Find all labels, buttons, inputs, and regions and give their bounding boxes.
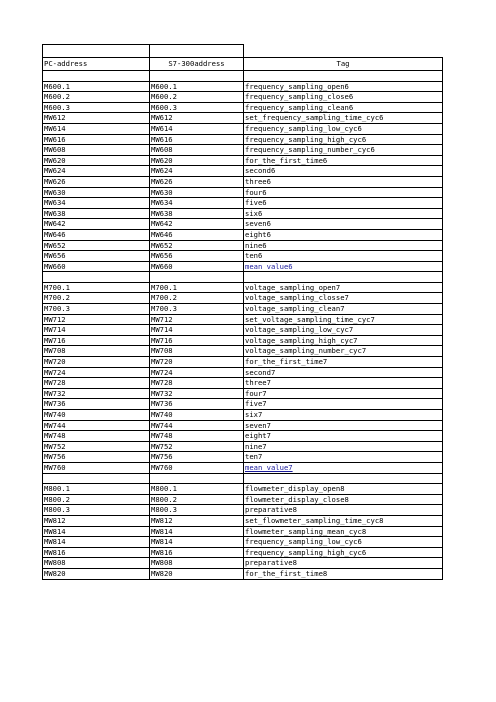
separator-cell (150, 71, 244, 82)
pc-address-cell: MW616 (43, 134, 150, 145)
pc-address-cell: MW756 (43, 452, 150, 463)
table-row (43, 388, 443, 399)
blank-cell (244, 45, 443, 58)
pc-address-cell: MW812 (43, 515, 150, 526)
tag-cell: for_the_first_time8 (244, 568, 443, 579)
table-row (43, 251, 443, 262)
pc-address-cell: MW748 (43, 431, 150, 442)
pc-address-cell: MW656 (43, 251, 150, 262)
tag-cell: second6 (244, 166, 443, 177)
table-row (43, 92, 443, 103)
s7-address-cell: MW630 (150, 187, 244, 198)
s7-address-cell: MW808 (150, 558, 244, 569)
tag-cell: frequency_sampling_high_cyc6 (244, 547, 443, 558)
separator-cell (244, 71, 443, 82)
table-row (43, 537, 443, 548)
address-table (42, 44, 443, 580)
tag-cell: five7 (244, 399, 443, 410)
table-row (43, 219, 443, 230)
pc-address-cell: MW814 (43, 537, 150, 548)
pc-address-cell: MW642 (43, 219, 150, 230)
tag-cell: eight6 (244, 229, 443, 240)
s7-address-cell: MW812 (150, 515, 244, 526)
s7-address-cell: M700.3 (150, 304, 244, 315)
table-row (43, 304, 443, 315)
group-separator-row (43, 71, 443, 82)
s7-address-cell: MW744 (150, 420, 244, 431)
table-row (43, 441, 443, 452)
pc-address-cell: M800.2 (43, 494, 150, 505)
table-row (43, 558, 443, 569)
s7-address-cell: MW728 (150, 378, 244, 389)
tag-cell: frequency_sampling_number_cyc6 (244, 145, 443, 156)
table-row (43, 282, 443, 293)
tag-cell: preparative8 (244, 558, 443, 569)
tag-cell: mean value7 (244, 462, 443, 473)
tag-cell: set_frequency_sampling_time_cyc6 (244, 113, 443, 124)
tag-cell: ten7 (244, 452, 443, 463)
pc-address-cell: MW760 (43, 462, 150, 473)
header-row (43, 58, 443, 71)
tag-cell: frequency_sampling_close6 (244, 92, 443, 103)
s7-address-cell: MW660 (150, 261, 244, 272)
separator-cell (150, 272, 244, 283)
tag-cell: flowmeter_display_close8 (244, 494, 443, 505)
tag-cell: five6 (244, 198, 443, 209)
separator-cell (43, 272, 150, 283)
tag-cell: frequency_sampling_clean6 (244, 102, 443, 113)
s7-address-cell: MW820 (150, 568, 244, 579)
tag-cell: for_the_first_time7 (244, 357, 443, 368)
s7-address-cell: MW714 (150, 325, 244, 336)
tag-cell: frequency_sampling_low_cyc6 (244, 123, 443, 134)
pc-address-cell: MW626 (43, 176, 150, 187)
tag-cell: six7 (244, 410, 443, 421)
tag-cell: voltage_sampling_low_cyc7 (244, 325, 443, 336)
tag-cell: preparative8 (244, 505, 443, 516)
pc-address-cell: MW620 (43, 155, 150, 166)
pc-address-cell: MW624 (43, 166, 150, 177)
s7-address-cell: MW748 (150, 431, 244, 442)
header-pc-address: PC-address (43, 58, 150, 71)
s7-address-cell: MW720 (150, 357, 244, 368)
s7-address-cell: MW638 (150, 208, 244, 219)
pc-address-cell: MW816 (43, 547, 150, 558)
tag-cell: flowmeter_sampling_mean_cyc8 (244, 526, 443, 537)
table-row (43, 367, 443, 378)
table-row (43, 187, 443, 198)
pc-address-cell: M800.3 (43, 505, 150, 516)
s7-address-cell: MW814 (150, 526, 244, 537)
pc-address-cell: MW744 (43, 420, 150, 431)
pc-address-cell: MW740 (43, 410, 150, 421)
separator-cell (244, 473, 443, 484)
table-row (43, 346, 443, 357)
table-row (43, 452, 443, 463)
table-row (43, 420, 443, 431)
tag-cell: for_the_first_time6 (244, 155, 443, 166)
table-row (43, 399, 443, 410)
tag-cell: set_voltage_sampling_time_cyc7 (244, 314, 443, 325)
pc-address-cell: M700.1 (43, 282, 150, 293)
s7-address-cell: MW624 (150, 166, 244, 177)
pc-address-cell: MW814 (43, 526, 150, 537)
tag-cell: four6 (244, 187, 443, 198)
separator-cell (43, 473, 150, 484)
table-row (43, 293, 443, 304)
pc-address-cell: MW720 (43, 357, 150, 368)
separator-cell (43, 71, 150, 82)
table-row (43, 166, 443, 177)
s7-address-cell: MW616 (150, 134, 244, 145)
tag-cell: voltage_sampling_number_cyc7 (244, 346, 443, 357)
tag-cell: nine7 (244, 441, 443, 452)
pc-address-cell: MW728 (43, 378, 150, 389)
s7-address-cell: MW608 (150, 145, 244, 156)
table-row (43, 261, 443, 272)
tag-cell: three7 (244, 378, 443, 389)
tag-cell: ten6 (244, 251, 443, 262)
tag-cell: voltage_sampling_high_cyc7 (244, 335, 443, 346)
s7-address-cell: MW712 (150, 314, 244, 325)
table-row (43, 208, 443, 219)
s7-address-cell: MW612 (150, 113, 244, 124)
tag-cell: frequency_sampling_high_cyc6 (244, 134, 443, 145)
pc-address-cell: MW614 (43, 123, 150, 134)
header-tag: Tag (244, 58, 443, 71)
pc-address-cell: MW634 (43, 198, 150, 209)
s7-address-cell: MW656 (150, 251, 244, 262)
table-row (43, 113, 443, 124)
tag-cell: seven7 (244, 420, 443, 431)
pc-address-cell: MW714 (43, 325, 150, 336)
tag-cell: voltage_sampling_clean7 (244, 304, 443, 315)
separator-cell (244, 272, 443, 283)
table-row (43, 240, 443, 251)
table-row (43, 494, 443, 505)
table-row (43, 314, 443, 325)
table-row (43, 325, 443, 336)
s7-address-cell: MW634 (150, 198, 244, 209)
pc-address-cell: MW724 (43, 367, 150, 378)
pc-address-cell: MW630 (43, 187, 150, 198)
pc-address-cell: MW820 (43, 568, 150, 579)
table-row (43, 123, 443, 134)
table-row (43, 198, 443, 209)
pc-address-cell: M600.1 (43, 81, 150, 92)
pc-address-cell: MW752 (43, 441, 150, 452)
table-row (43, 410, 443, 421)
s7-address-cell: MW620 (150, 155, 244, 166)
tag-cell: voltage_sampling_closse7 (244, 293, 443, 304)
pc-address-cell: MW732 (43, 388, 150, 399)
s7-address-cell: MW814 (150, 537, 244, 548)
tag-cell: frequency_sampling_open6 (244, 81, 443, 92)
tag-cell: three6 (244, 176, 443, 187)
s7-address-cell: M700.1 (150, 282, 244, 293)
header-s7-address: S7-300address (150, 58, 244, 71)
table-row (43, 505, 443, 516)
table-row (43, 526, 443, 537)
table-row (43, 155, 443, 166)
tag-cell: flowmeter_display_open8 (244, 484, 443, 495)
s7-address-cell: M600.1 (150, 81, 244, 92)
group-separator-row (43, 473, 443, 484)
s7-address-cell: MW652 (150, 240, 244, 251)
tag-cell: four7 (244, 388, 443, 399)
tag-cell: eight7 (244, 431, 443, 442)
table-row (43, 431, 443, 442)
group-separator-row (43, 272, 443, 283)
s7-address-cell: M700.2 (150, 293, 244, 304)
pc-address-cell: MW712 (43, 314, 150, 325)
address-table-body (43, 45, 443, 580)
s7-address-cell: M800.2 (150, 494, 244, 505)
s7-address-cell: MW626 (150, 176, 244, 187)
table-row (43, 145, 443, 156)
s7-address-cell: MW736 (150, 399, 244, 410)
s7-address-cell: MW614 (150, 123, 244, 134)
table-row (43, 134, 443, 145)
s7-address-cell: MW816 (150, 547, 244, 558)
tag-cell: voltage_sampling_open7 (244, 282, 443, 293)
pc-address-cell: M600.2 (43, 92, 150, 103)
blank-cell (150, 45, 244, 58)
tag-cell: set_flowmeter_sampling_time_cyc8 (244, 515, 443, 526)
blank-cell (43, 45, 150, 58)
pc-address-cell: MW612 (43, 113, 150, 124)
table-row (43, 484, 443, 495)
tag-cell: seven6 (244, 219, 443, 230)
s7-address-cell: MW756 (150, 452, 244, 463)
pc-address-cell: MW652 (43, 240, 150, 251)
table-row (43, 462, 443, 473)
s7-address-cell: MW716 (150, 335, 244, 346)
s7-address-cell: M800.1 (150, 484, 244, 495)
s7-address-cell: MW708 (150, 346, 244, 357)
pc-address-cell: MW638 (43, 208, 150, 219)
table-row (43, 81, 443, 92)
s7-address-cell: MW724 (150, 367, 244, 378)
table-row (43, 176, 443, 187)
blank-row (43, 45, 443, 58)
tag-cell: second7 (244, 367, 443, 378)
pc-address-cell: MW736 (43, 399, 150, 410)
table-row (43, 229, 443, 240)
s7-address-cell: MW732 (150, 388, 244, 399)
pc-address-cell: M700.2 (43, 293, 150, 304)
pc-address-cell: MW716 (43, 335, 150, 346)
tag-cell: nine6 (244, 240, 443, 251)
pc-address-cell: MW660 (43, 261, 150, 272)
s7-address-cell: MW642 (150, 219, 244, 230)
s7-address-cell: MW760 (150, 462, 244, 473)
table-row (43, 547, 443, 558)
s7-address-cell: MW646 (150, 229, 244, 240)
pc-address-cell: MW808 (43, 558, 150, 569)
s7-address-cell: M800.3 (150, 505, 244, 516)
table-row (43, 357, 443, 368)
separator-cell (150, 473, 244, 484)
table-row (43, 568, 443, 579)
s7-address-cell: MW740 (150, 410, 244, 421)
s7-address-cell: MW752 (150, 441, 244, 452)
table-row (43, 335, 443, 346)
table-row (43, 102, 443, 113)
pc-address-cell: MW608 (43, 145, 150, 156)
tag-cell: mean value6 (244, 261, 443, 272)
pc-address-cell: MW646 (43, 229, 150, 240)
s7-address-cell: M600.3 (150, 102, 244, 113)
s7-address-cell: M600.2 (150, 92, 244, 103)
pc-address-cell: M800.1 (43, 484, 150, 495)
tag-cell: frequency_sampling_low_cyc6 (244, 537, 443, 548)
tag-cell: six6 (244, 208, 443, 219)
pc-address-cell: MW708 (43, 346, 150, 357)
pc-address-cell: M700.3 (43, 304, 150, 315)
pc-address-cell: M600.3 (43, 102, 150, 113)
table-row (43, 515, 443, 526)
table-row (43, 378, 443, 389)
